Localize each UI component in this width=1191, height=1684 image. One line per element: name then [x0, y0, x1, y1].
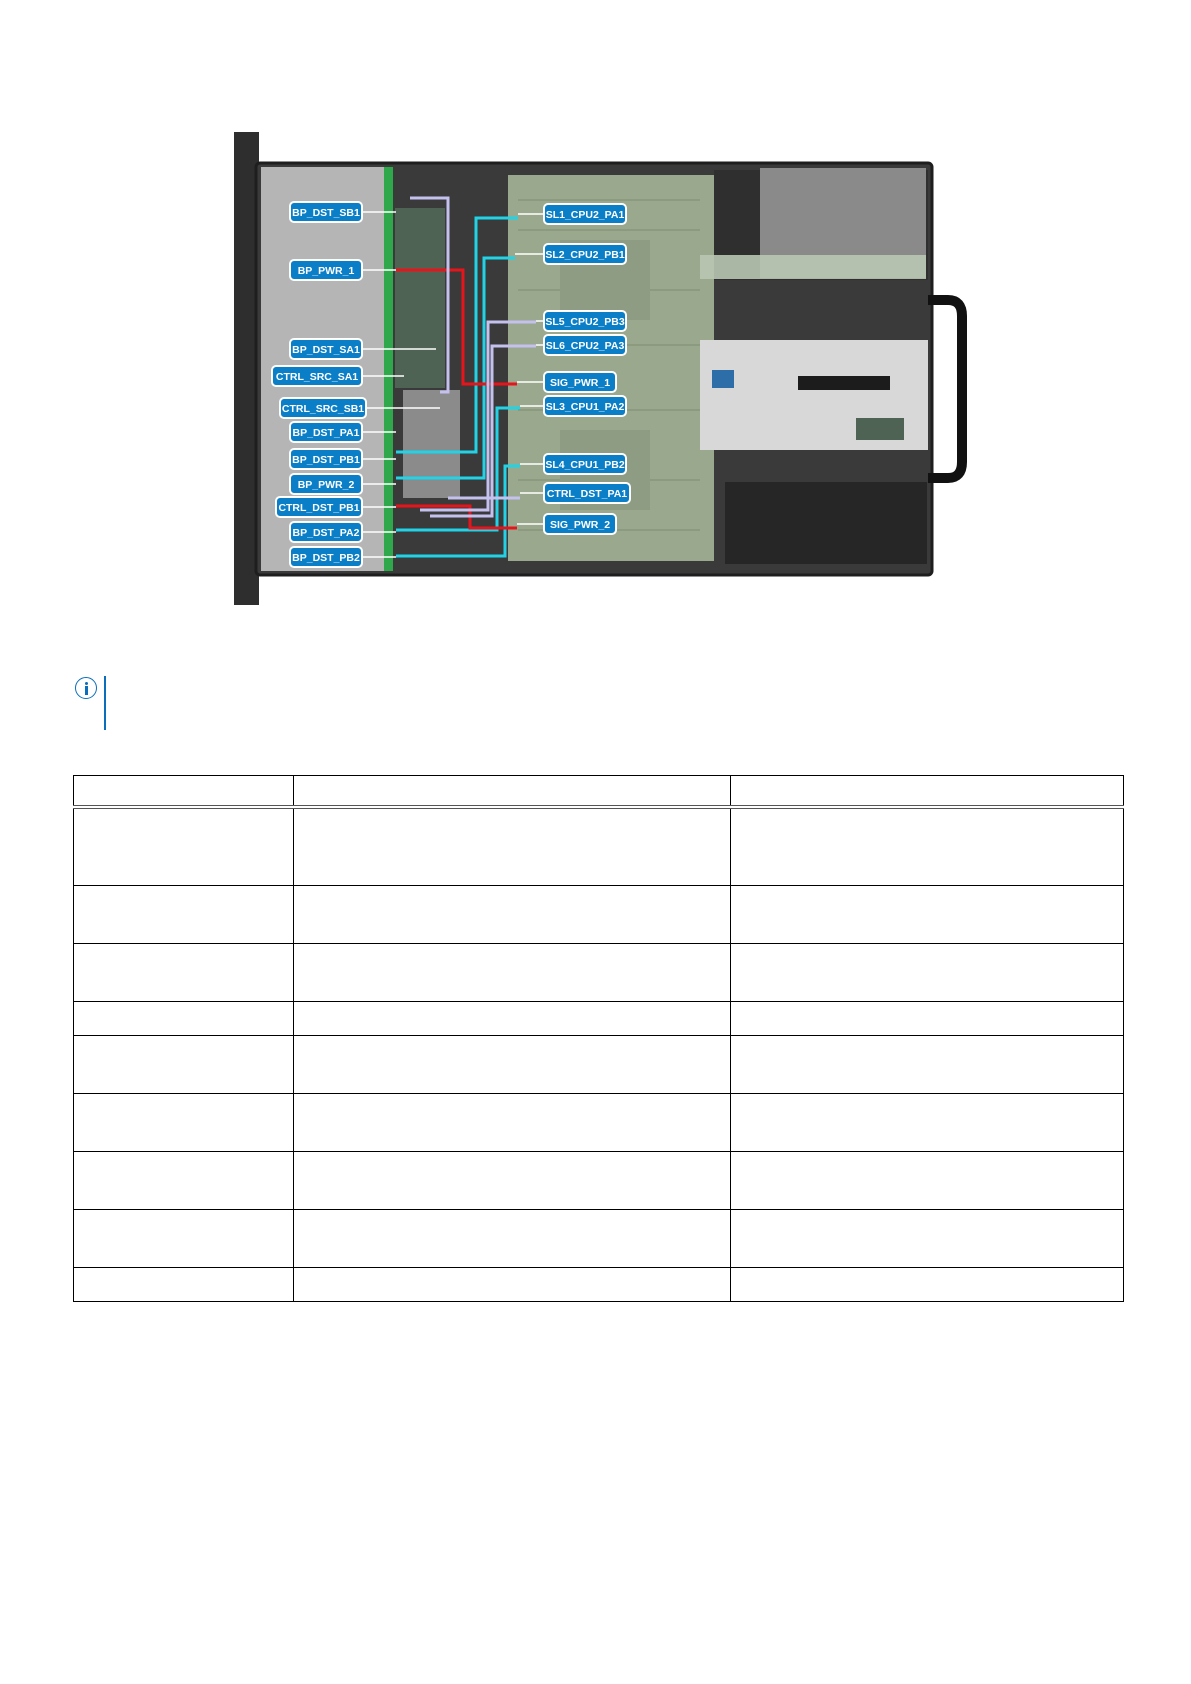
label-text: SL3_CPU1_PA2 [545, 401, 625, 413]
table-row [74, 1152, 1124, 1210]
table-cell [74, 1002, 294, 1036]
riser-tab [712, 370, 734, 388]
table-row [74, 944, 1124, 1002]
table-cell [74, 1210, 294, 1268]
label-text: BP_DST_PB2 [292, 552, 360, 564]
label-text: BP_DST_SA1 [292, 344, 360, 356]
table-row [74, 1036, 1124, 1094]
label-text: BP_DST_PA1 [292, 427, 360, 439]
table-cell [731, 1036, 1124, 1094]
table-cell [74, 1094, 294, 1152]
table-cell [731, 1268, 1124, 1302]
label-text: BP_PWR_2 [297, 479, 355, 491]
table-cell [731, 1152, 1124, 1210]
table-cell [294, 1094, 731, 1152]
table-cell [74, 807, 294, 886]
table-row [74, 886, 1124, 944]
table-row [74, 1268, 1124, 1302]
rear-bay [725, 482, 927, 564]
table-cell [74, 1152, 294, 1210]
label-text: CTRL_SRC_SB1 [281, 403, 365, 415]
cabling-diagram [0, 0, 1191, 640]
label-text: SL5_CPU2_PB3 [545, 316, 625, 328]
table-row [74, 1210, 1124, 1268]
table-cell [74, 1036, 294, 1094]
label-text: SL1_CPU2_PA1 [545, 209, 625, 221]
info-icon [75, 677, 97, 699]
riser-slot [798, 376, 890, 390]
label-text: CTRL_SRC_SA1 [275, 371, 359, 383]
controller-heatsink [403, 390, 460, 498]
table-cell [731, 944, 1124, 1002]
table-cell [74, 1268, 294, 1302]
table-cell [731, 1094, 1124, 1152]
table-cell [294, 886, 731, 944]
label-text: BP_DST_PA2 [292, 527, 360, 539]
table-cell [294, 1002, 731, 1036]
label-text: SL4_CPU1_PB2 [545, 459, 625, 471]
table-header-row [74, 776, 1124, 807]
table-cell [731, 1210, 1124, 1268]
note-bar [104, 676, 106, 730]
table-row [74, 1002, 1124, 1036]
controller-board [395, 208, 445, 388]
table-cell [294, 1152, 731, 1210]
info-icon-dot [85, 682, 88, 685]
label-text: CTRL_DST_PA1 [546, 488, 628, 500]
connection-table [73, 775, 1124, 1302]
riser-latch [856, 418, 904, 440]
psu-rail [700, 255, 926, 279]
label-text: BP_DST_SB1 [292, 207, 360, 219]
label-text: SL6_CPU2_PA3 [545, 340, 625, 352]
table-cell [294, 1210, 731, 1268]
table-cell [294, 944, 731, 1002]
table-cell [74, 944, 294, 1002]
table-cell [731, 807, 1124, 886]
label-text: SIG_PWR_2 [549, 519, 611, 531]
table-row [74, 807, 1124, 886]
table-cell [294, 1036, 731, 1094]
table-cell [731, 1002, 1124, 1036]
table-header [731, 776, 1124, 807]
label-text: CTRL_DST_PB1 [278, 502, 360, 514]
label-text: SIG_PWR_1 [549, 377, 611, 389]
table-header [74, 776, 294, 807]
label-text: SL2_CPU2_PB1 [545, 249, 625, 261]
table-header [294, 776, 731, 807]
label-text: BP_PWR_1 [297, 265, 355, 277]
backplane [384, 167, 393, 571]
label-text: BP_DST_PB1 [292, 454, 360, 466]
table-row [74, 1094, 1124, 1152]
table-cell [294, 1268, 731, 1302]
info-icon-stem [85, 686, 88, 695]
table-cell [731, 886, 1124, 944]
table-cell [294, 807, 731, 886]
table-cell [74, 886, 294, 944]
